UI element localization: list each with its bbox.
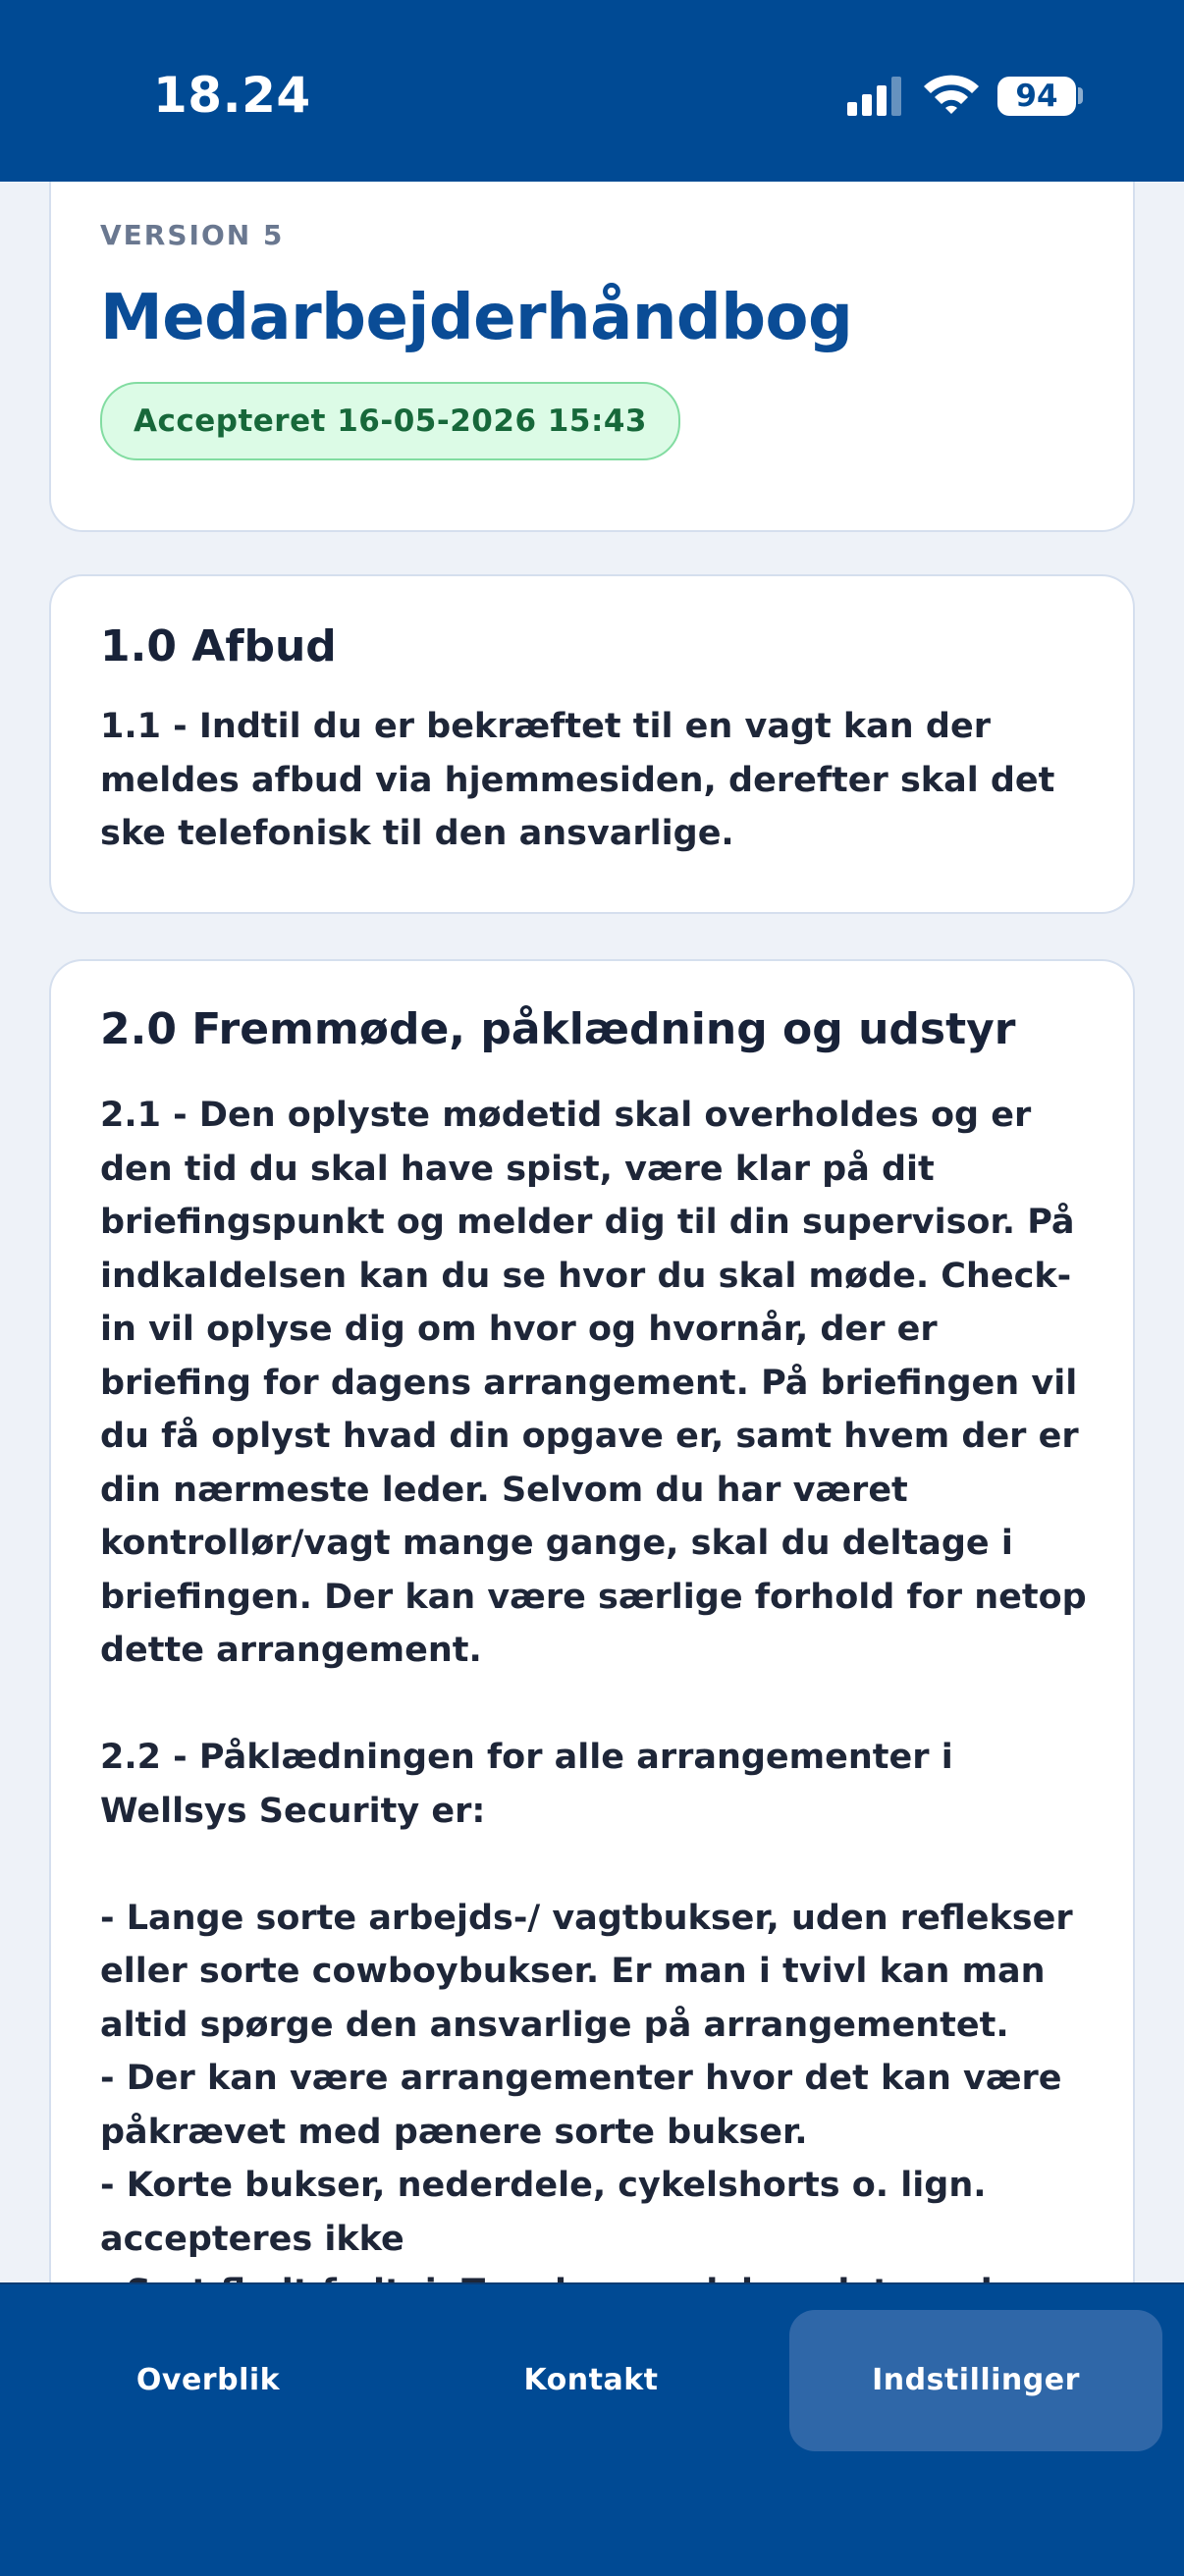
accepted-status-badge: Accepteret 16-05-2026 15:43	[100, 382, 680, 460]
tab-overview[interactable]: Overblik	[135, 2363, 281, 2397]
tab-contact[interactable]: Kontakt	[523, 2363, 659, 2397]
status-bar	[0, 0, 1184, 182]
bottom-navigation	[0, 2282, 1184, 2576]
section-card-fremmode	[49, 959, 1135, 2432]
page-title: Medarbejderhåndbog	[100, 282, 853, 354]
version-label: VERSION 5	[100, 219, 285, 251]
battery-nub	[1078, 87, 1083, 104]
section-title: 1.0 Afbud	[100, 621, 337, 671]
wifi-icon	[922, 71, 981, 116]
cellular-signal-icon	[847, 77, 904, 116]
version-card	[49, 123, 1135, 532]
handbook-content[interactable]	[0, 182, 1184, 2282]
section-title: 2.0 Fremmøde, påklædning og udstyr	[100, 1004, 1016, 1054]
tab-settings[interactable]: Indstillinger	[789, 2310, 1162, 2451]
section-body: 2.1 - Den oplyste mødetid skal overholdes og er den tid du skal have spist, være klar på dit briefingspunkt og melder dig til din supervisor. På indkaldelsen kan du se hvor du skal møde. Check-in vil oplyse dig om hvor og hvornår, der er briefing for dagens arrangement. På briefingen vil du få oplyst hvad din opgave er, samt hvem der er din nærmeste leder. Selvom du har været kontrollør/vagt mange gange, skal du deltage i briefingen. Der kan være særlige forhold for netop dette arrangement. 2.2 - Påklædningen for alle arrangementer i Wellsys Security er: - Lange sorte arbejds-/ vagtbukser, uden reflekser eller sorte cowboybukser. Er man i tvivl kan man altid spørge den ansvarlige på arrangementet. - Der kan være arrangementer hvor det kan være påkrævet med pænere sorte bukser. - Korte bukser, nederdele, cykelshorts o. lign. accepteres ikke	[100, 1096, 1087, 2259]
section-body: 1.1 - Indtil du er bekræftet til en vagt kan der meldes afbud via hjemmesiden, derefter skal det ske telefonisk til den ansvarlige.	[100, 707, 1067, 853]
status-time: 18.24	[153, 67, 311, 124]
battery-icon: 94	[997, 77, 1076, 116]
section-card-afbud	[49, 574, 1135, 914]
